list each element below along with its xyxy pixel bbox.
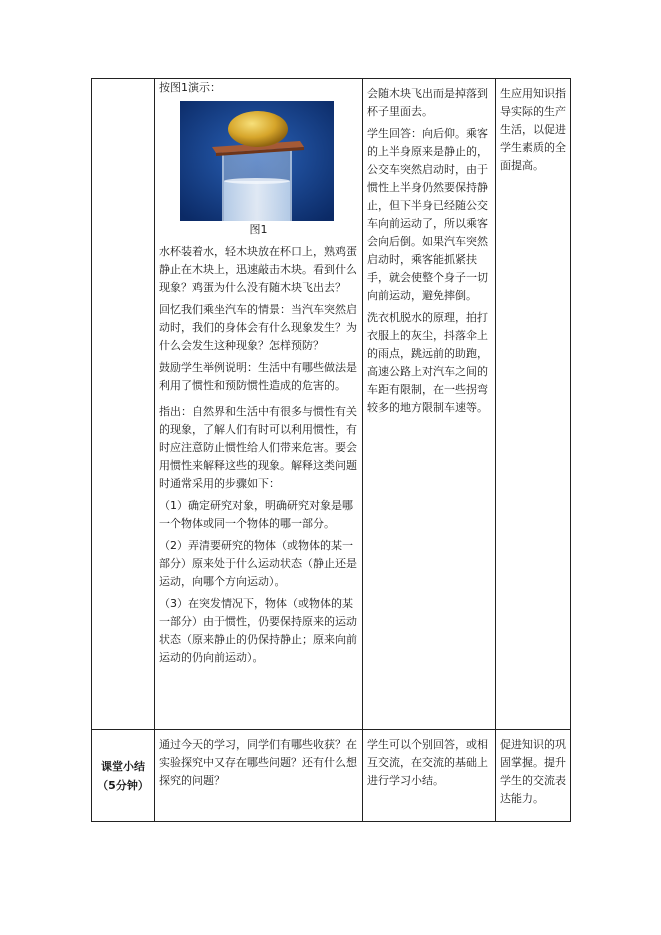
teacher-paragraph-4: 指出：自然界和生活中有很多与惯性有关的现象，了解人们有时可以利用惯性，有时应注意防止惯性给人们带来危害。要会用惯性来解释这些的现象。解释这类问题时通常采用的步骤如下： <box>159 405 357 490</box>
summary-teacher-text: 通过今天的学习，同学们有哪些收获？在实验探究中又存在哪些问题？还有什么想探究的问题？ <box>159 738 357 787</box>
student-activity-cell <box>363 79 496 730</box>
teacher-paragraph-3: 鼓励学生举例说明：生活中有哪些做法是利用了惯性和预防惯性造成的危害的。 <box>159 361 357 392</box>
design-intent-text: 生应用知识指导实际的生产生活，以促进学生素质的全面提高。 <box>500 87 566 172</box>
teacher-activity-cell <box>155 79 363 730</box>
design-intent-cell <box>496 79 571 730</box>
teacher-paragraph-2: 回忆我们乘坐汽车的情景：当汽车突然启动时，我们的身体会有什么现象发生？为什么会发生这种现象？怎样预防？ <box>159 303 357 352</box>
summary-intent-cell <box>496 730 571 822</box>
summary-stage-label <box>92 730 155 822</box>
summary-teacher-cell <box>155 730 363 822</box>
table-row <box>92 79 571 730</box>
lesson-plan-table <box>91 78 571 822</box>
summary-student-text: 学生可以个别回答，或相互交流，在交流的基础上进行学习小结。 <box>367 738 488 787</box>
teacher-paragraph-1: 水杯装着水，轻木块放在杯口上，熟鸡蛋静止在木块上，迅速敲击木块。看到什么现象？鸡蛋为什么没有随木块飞出去？ <box>159 245 357 294</box>
step-2: （2）弄清要研究的物体（或物体的某一部分）原来处于什么运动状态（静止还是运动，向哪个方向运动）。 <box>159 539 357 588</box>
summary-student-cell <box>363 730 496 822</box>
step-1: （1）确定研究对象，明确研究对象是哪一个物体或同一个物体的哪一部分。 <box>159 499 353 530</box>
student-paragraph-1: 会随木块飞出而是掉落到杯子里面去。 <box>367 87 488 118</box>
student-paragraph-3: 洗衣机脱水的原理，拍打衣服上的灰尘，抖落伞上的雨点，跳远前的助跑，高速公路上对汽车之间的车距有限制，在一些拐弯较多的地方限制车速等。 <box>367 311 488 414</box>
stage-label-cell <box>92 79 155 730</box>
egg-inertia-figure <box>180 101 334 221</box>
step-3: （3）在突发情况下，物体（或物体的某一部分）由于惯性，仍要保持原来的运动状态（原来静止的仍保持静止；原来向前运动的仍向前运动）。 <box>159 597 357 664</box>
student-paragraph-2: 学生回答：向后仰。乘客的上半身原来是静止的，公交车突然启动时，由于惯性上半身仍然要保持静止，但下半身已经随公交车向前运动了，所以乘客会向后倒。如果汽车突然启动时，乘客能抓紧扶手，就会使整个身子一切向前运动，避免摔倒。 <box>367 127 488 302</box>
summary-intent-text: 促进知识的巩固掌握。提升学生的交流表达能力。 <box>500 738 566 805</box>
table-row <box>92 730 571 822</box>
demo-intro: 按图1演示： <box>159 81 221 94</box>
figure-caption: 图1 <box>249 223 268 236</box>
summary-label-line1: 课堂小结 <box>101 759 145 773</box>
summary-label-line2: （5分钟） <box>97 778 149 792</box>
